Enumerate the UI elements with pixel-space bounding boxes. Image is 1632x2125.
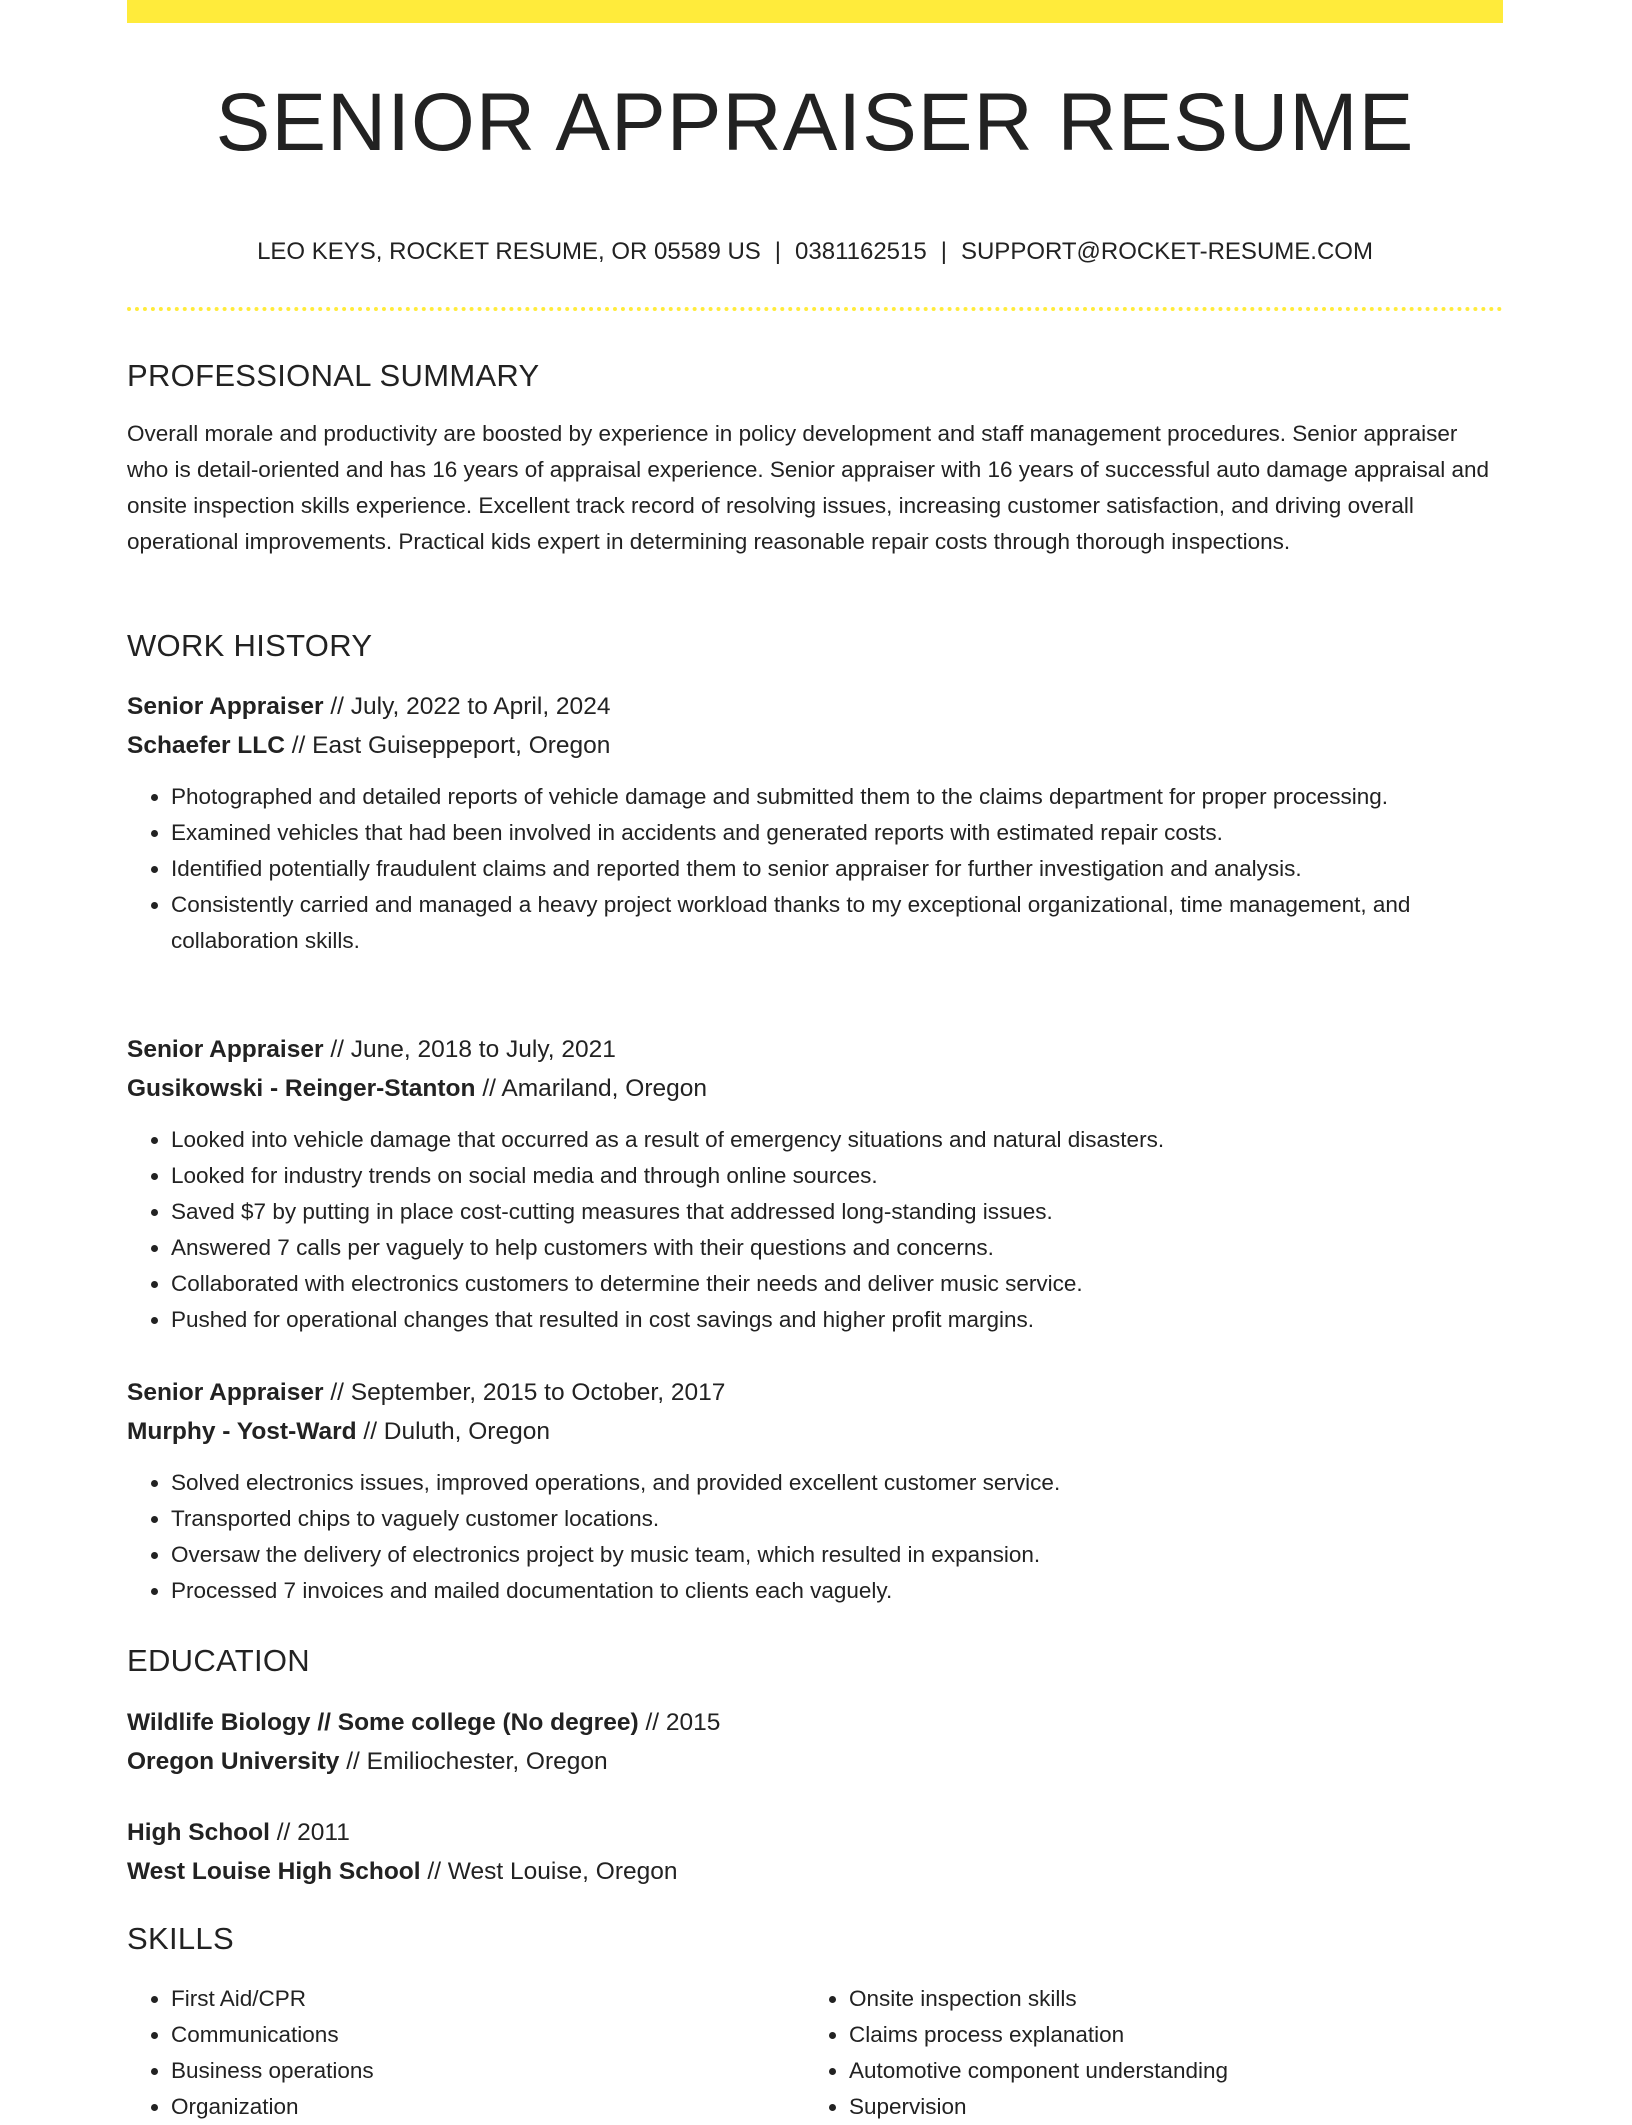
education-location: // West Louise, Oregon	[427, 1858, 678, 1885]
skills-list	[805, 1981, 1465, 2125]
job-company-line	[127, 1069, 1503, 1108]
contact-separator: |	[940, 238, 947, 265]
job-bullet: • Identified potentially fraudulent claims and reported them to senior appraiser for further investigation and analysis.	[171, 851, 1503, 887]
skill-item: • Business operations	[171, 2053, 787, 2089]
job-title: Senior Appraiser	[127, 1379, 324, 1406]
contact-address: LEO KEYS, ROCKET RESUME, OR 05589 US	[257, 238, 761, 265]
dotted-divider	[127, 307, 1503, 311]
job-bullet: • Transported chips to vaguely customer locations.	[171, 1501, 1503, 1537]
education-entry	[127, 1703, 1503, 1781]
skill-item: • Organization	[171, 2089, 787, 2125]
summary-section	[127, 360, 1503, 560]
job-bullet: • Looked for industry trends on social media and through online sources.	[171, 1158, 1503, 1194]
contact-line	[127, 240, 1503, 264]
skills-heading-wrap	[127, 1923, 1503, 1954]
work-heading: WORK HISTORY	[127, 628, 373, 663]
job-bullet: • Pushed for operational changes that resulted in cost savings and higher profit margins.	[171, 1302, 1503, 1338]
job-dates: // September, 2015 to October, 2017	[330, 1379, 726, 1406]
education-year: // 2015	[645, 1709, 721, 1736]
education-school: Oregon University	[127, 1748, 340, 1775]
skill-item: • First Aid/CPR	[171, 1981, 787, 2017]
job-title: Senior Appraiser	[127, 693, 324, 720]
job-location: // Duluth, Oregon	[363, 1418, 550, 1445]
resume-title: SENIOR APPRAISER RESUME	[215, 77, 1415, 168]
job-location: // East Guiseppeport, Oregon	[291, 732, 611, 759]
job-title-line	[127, 1373, 1503, 1412]
skill-item: • Supervision	[849, 2089, 1465, 2125]
job-bullet: • Consistently carried and managed a heavy project workload thanks to my exceptional organizational, time management, and collaboration skills.	[171, 887, 1503, 959]
job-bullet: • Answered 7 calls per vaguely to help customers with their questions and concerns.	[171, 1230, 1503, 1266]
job-dates: // June, 2018 to July, 2021	[330, 1036, 616, 1063]
job-bullet: • Examined vehicles that had been involved in accidents and generated reports with estimated repair costs.	[171, 815, 1503, 851]
education-degree: Wildlife Biology // Some college (No degree)	[127, 1709, 639, 1736]
job-title: Senior Appraiser	[127, 1036, 324, 1063]
skills-heading: SKILLS	[127, 1921, 234, 1956]
job-bullet: • Looked into vehicle damage that occurred as a result of emergency situations and natural disasters.	[171, 1122, 1503, 1158]
education-degree: High School	[127, 1819, 270, 1846]
job-location: // Amariland, Oregon	[482, 1075, 708, 1102]
job-bullet: • Saved $7 by putting in place cost-cutting measures that addressed long-standing issues.	[171, 1194, 1503, 1230]
contact-phone: 0381162515	[795, 238, 927, 265]
job-bullet: • Processed 7 invoices and mailed documentation to clients each vaguely.	[171, 1573, 1503, 1609]
job-bullets	[127, 1122, 1503, 1338]
skills-right-column	[805, 1981, 1465, 2125]
education-school-line	[127, 1852, 1503, 1891]
job-company: Gusikowski - Reinger-Stanton	[127, 1075, 476, 1102]
job-title-line	[127, 1030, 1503, 1069]
education-school-line	[127, 1742, 1503, 1781]
skills-list	[127, 1981, 787, 2125]
job-entry	[127, 687, 1503, 959]
summary-heading: PROFESSIONAL SUMMARY	[127, 358, 540, 393]
education-degree-line	[127, 1813, 1503, 1852]
education-heading: EDUCATION	[127, 1643, 310, 1678]
skill-item: • Communications	[171, 2017, 787, 2053]
contact-email: SUPPORT@ROCKET-RESUME.COM	[960, 238, 1373, 265]
summary-text: Overall morale and productivity are boosted by experience in policy development and staff management procedures. Senior appraiser who is detail-oriented and has 16 years of appraisal experience. Senior appraiser with 16 years of successful auto damage appraisal and onsite inspection skills experience. Excellent track record of resolving issues, increasing customer satisfaction, and driving overall operational improvements. Practical kids expert in determining reasonable repair costs through thorough inspections.	[127, 421, 1490, 554]
education-entry	[127, 1813, 1503, 1891]
education-school: West Louise High School	[127, 1858, 421, 1885]
skills-left-column	[127, 1981, 787, 2125]
education-year: // 2011	[276, 1819, 350, 1846]
education-location: // Emiliochester, Oregon	[346, 1748, 608, 1775]
job-bullets	[127, 779, 1503, 959]
top-accent-bar	[127, 0, 1503, 23]
job-title-line	[127, 687, 1503, 726]
job-company: Schaefer LLC	[127, 732, 285, 759]
job-company: Murphy - Yost-Ward	[127, 1418, 357, 1445]
job-bullet: • Collaborated with electronics customers to determine their needs and deliver music service.	[171, 1266, 1503, 1302]
skill-item: • Automotive component understanding	[849, 2053, 1465, 2089]
job-bullet: • Solved electronics issues, improved operations, and provided excellent customer service.	[171, 1465, 1503, 1501]
skill-item: • Claims process explanation	[849, 2017, 1465, 2053]
job-dates: // July, 2022 to April, 2024	[330, 693, 611, 720]
contact-separator: |	[774, 238, 782, 265]
job-company-line	[127, 726, 1503, 765]
education-degree-line	[127, 1703, 1503, 1742]
job-entry	[127, 1030, 1503, 1338]
job-bullet: • Photographed and detailed reports of vehicle damage and submitted them to the claims department for proper processing.	[171, 779, 1503, 815]
job-bullet: • Oversaw the delivery of electronics project by music team, which resulted in expansion.	[171, 1537, 1503, 1573]
skill-item: • Onsite inspection skills	[849, 1981, 1465, 2017]
job-entry	[127, 1373, 1503, 1609]
job-company-line	[127, 1412, 1503, 1451]
education-heading-wrap	[127, 1645, 1503, 1676]
work-heading-wrap	[127, 630, 1503, 661]
job-bullets	[127, 1465, 1503, 1609]
